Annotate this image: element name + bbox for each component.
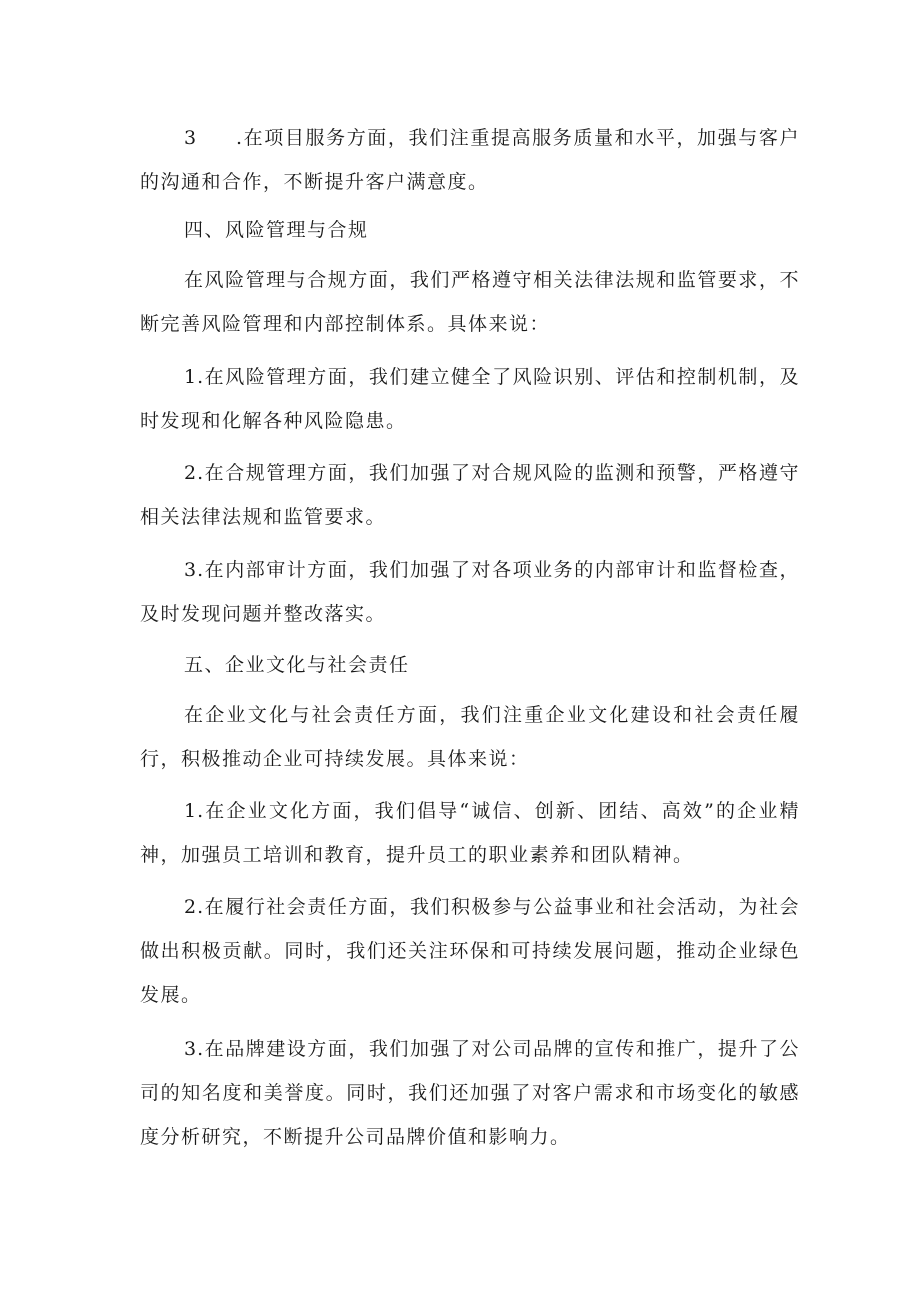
paragraph-corporate-culture: [140, 789, 800, 877]
paragraph-text: 在风险管理与合规方面，我们严格遵守相关法律法规和监管要求，不断完善风险管理和内部控制体系。具体来说：: [140, 269, 800, 335]
paragraph-text: .在履行社会责任方面，我们积极参与公益事业和社会活动，为社会做出积极贡献。同时，我们还关注环保和可持续发展问题，推动企业绿色发展。: [140, 896, 800, 1006]
paragraph-social-responsibility: [140, 885, 800, 1017]
paragraph-text: .在项目服务方面，我们注重提高服务质量和水平，加强与客户的沟通和合作，不断提升客户满意度。: [140, 127, 800, 193]
paragraph-text: .在企业文化方面，我们倡导“诚信、创新、团结、高效”的企业精神，加强员工培训和教育，提升员工的职业素养和团队精神。: [140, 800, 800, 866]
paragraph-brand-building: [140, 1027, 800, 1159]
section-heading-risk: 四、风险管理与合规: [184, 219, 369, 241]
paragraph-culture-intro: [140, 693, 800, 781]
item-number: 1: [184, 800, 198, 822]
paragraph-compliance-management: [140, 451, 800, 539]
item-number: 3: [184, 1038, 198, 1060]
item-number: 3: [184, 559, 198, 581]
paragraph-risk-management: [140, 355, 800, 443]
item-number: 3: [184, 127, 198, 149]
paragraph-risk-intro: [140, 258, 800, 346]
paragraph-text: .在内部审计方面，我们加强了对各项业务的内部审计和监督检查，及时发现问题并整改落实。: [140, 559, 800, 625]
paragraph-text: .在风险管理方面，我们建立健全了风险识别、评估和控制机制，及时发现和化解各种风险隐患。: [140, 366, 800, 432]
item-number: 1: [184, 366, 198, 388]
paragraph-internal-audit: [140, 548, 800, 636]
paragraph-text: .在合规管理方面，我们加强了对合规风险的监测和预警，严格遵守相关法律法规和监管要求。: [140, 462, 800, 528]
item-number: 2: [184, 896, 198, 918]
section-heading-culture: 五、企业文化与社会责任: [184, 654, 410, 676]
paragraph-text: 在企业文化与社会责任方面，我们注重企业文化建设和社会责任履行，积极推动企业可持续发展。具体来说：: [140, 704, 800, 770]
paragraph-text: .在品牌建设方面，我们加强了对公司品牌的宣传和推广，提升了公司的知名度和美誉度。同时，我们还加强了对客户需求和市场变化的敏感度分析研究，不断提升公司品牌价值和影响力。: [140, 1038, 800, 1148]
paragraph-project-service: [140, 116, 800, 204]
item-number: 2: [184, 462, 198, 484]
